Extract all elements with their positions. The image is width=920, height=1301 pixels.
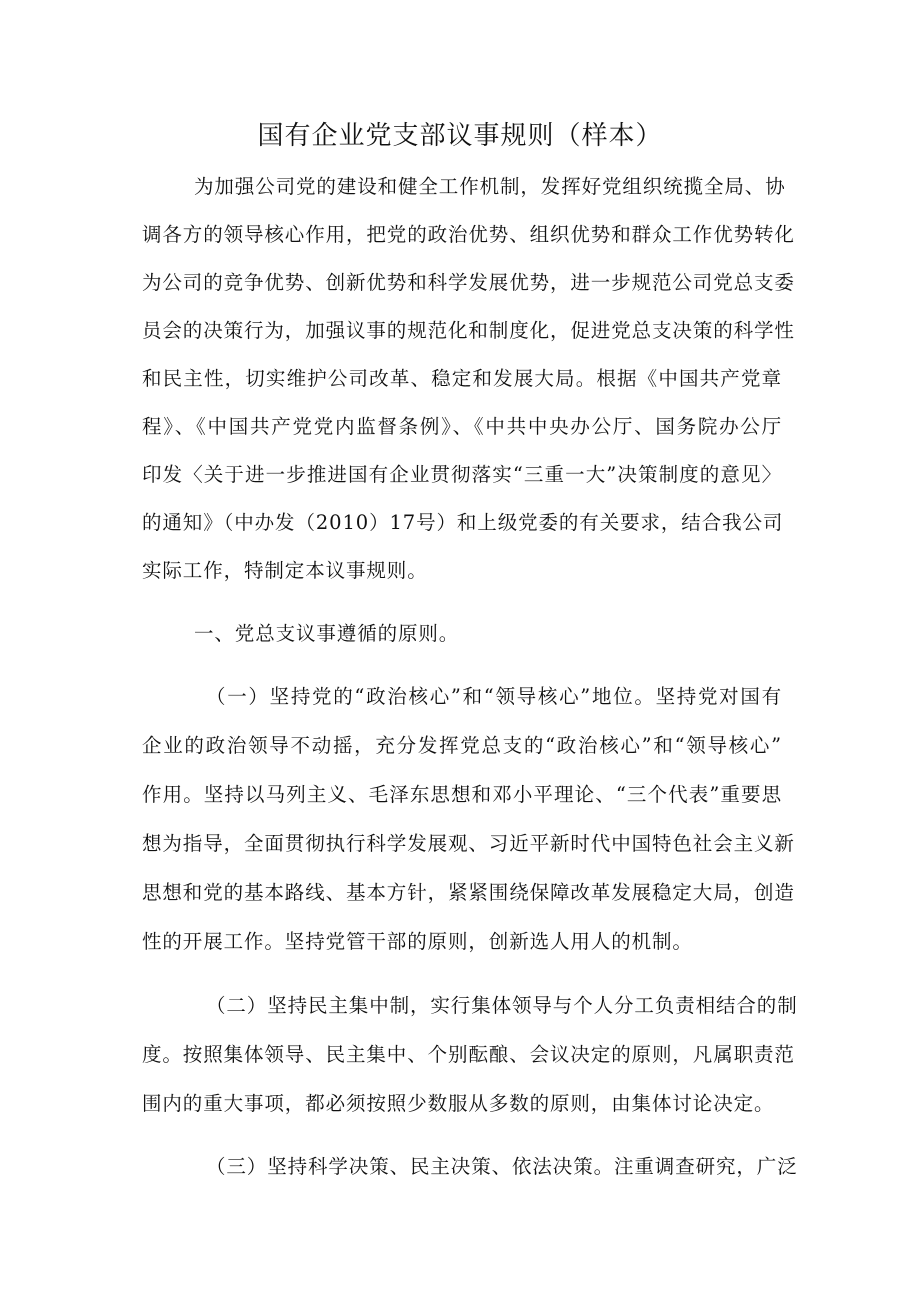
- item1-line: 思想和党的基本路线、基本方针，紧紧围绕保障改革发展稳定大局，创造: [142, 881, 795, 904]
- item1-line: 企业的政治领导不动摇，充分发挥党总支的“政治核心”和“领导核心”: [142, 734, 782, 757]
- intro-line: 为公司的竞争优势、创新优势和科学发展优势，进一步规范公司党总支委: [142, 271, 795, 294]
- item1-line: 作用。坚持以马列主义、毛泽东思想和邓小平理论、“三个代表”重要思: [142, 783, 782, 806]
- intro-line: 员会的决策行为，加强议事的规范化和制度化，促进党总支决策的科学性: [142, 319, 795, 342]
- intro-line: 和民主性，切实维护公司改革、稳定和发展大局。根据《中国共产党章: [142, 367, 782, 390]
- item3-line: （三）坚持科学决策、民主决策、依法决策。注重调查研究，广泛: [206, 1155, 798, 1178]
- item1-line: 性的开展工作。坚持党管干部的原则，创新选人用人的机制。: [142, 930, 693, 953]
- item1-line: （一）坚持党的“政治核心”和“领导核心”地位。坚持党对国有: [206, 685, 782, 708]
- section-heading: 一、党总支议事遵循的原则。: [194, 622, 460, 645]
- intro-line: 实际工作，特制定本议事规则。: [142, 559, 428, 582]
- intro-line: 为加强公司党的建设和健全工作机制，发挥好党组织统揽全局、协: [194, 175, 786, 198]
- item2-line: 围内的重大事项，都必须按照少数服从多数的原则，由集体讨论决定。: [142, 1092, 775, 1115]
- intro-line: 程》、《中国共产党党内监督条例》、《中共中央办公厅、国务院办公厅: [142, 415, 782, 438]
- document-title: 国有企业党支部议事规则（样本）: [257, 121, 663, 151]
- intro-line: 调各方的领导核心作用，把党的政治优势、组织优势和群众工作优势转化: [142, 223, 795, 246]
- item2-line: （二）坚持民主集中制，实行集体领导与个人分工负责相结合的制: [206, 994, 798, 1017]
- item2-line: 度。按照集体领导、民主集中、个别酝酿、会议决定的原则，凡属职责范: [142, 1043, 795, 1066]
- intro-line: 的通知》（中办发（2010）17号）和上级党委的有关要求，结合我公司: [142, 511, 784, 534]
- intro-line: 印发〈关于进一步推进国有企业贯彻落实“三重一大”决策制度的意见〉: [142, 463, 782, 486]
- item1-line: 想为指导，全面贯彻执行科学发展观、习近平新时代中国特色社会主义新: [142, 832, 795, 855]
